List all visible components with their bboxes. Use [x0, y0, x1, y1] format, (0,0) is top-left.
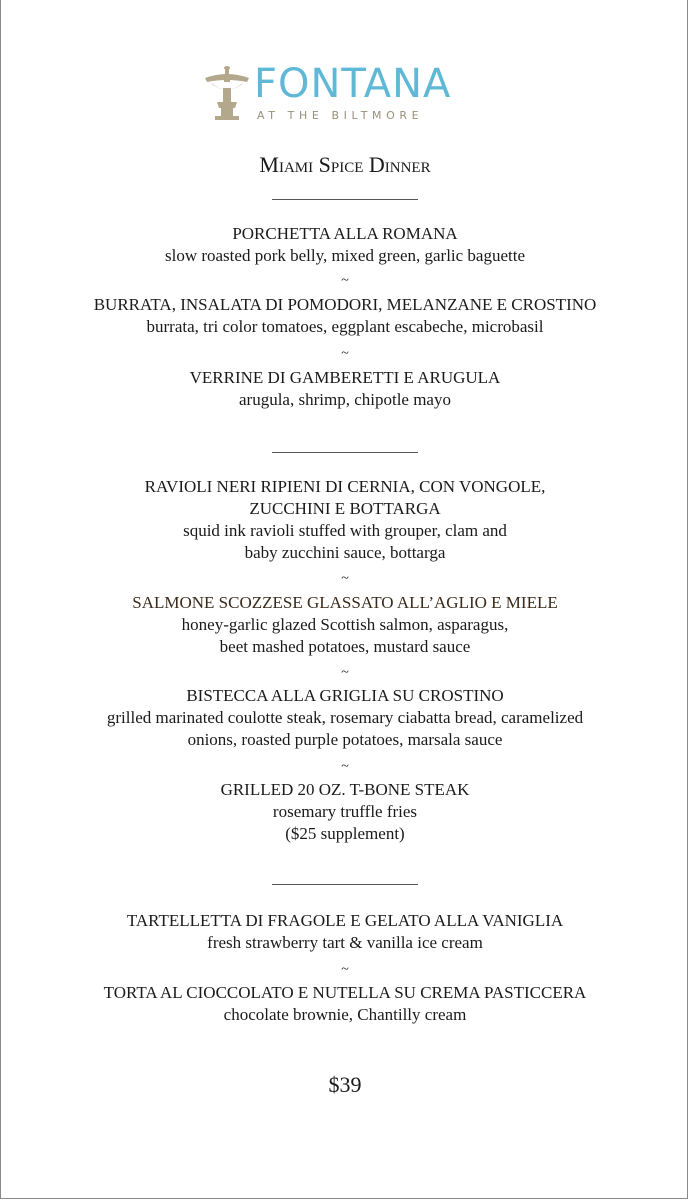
- dish-name: BURRATA, INSALATA DI POMODORI, MELANZANE E CROSTINO: [93, 295, 597, 314]
- logo-wordmark: FONTANA: [254, 61, 452, 107]
- dish-name-line1: RAVIOLI NERI RIPIENI DI CERNIA, CON VONGOLE,: [144, 477, 546, 496]
- dish-name: PORCHETTA ALLA ROMANA: [232, 224, 458, 243]
- dish-description: chocolate brownie, Chantilly cream: [223, 1005, 467, 1024]
- dish-description-line1: rosemary truffle fries: [272, 802, 418, 821]
- dish-description-line1: squid ink ravioli stuffed with grouper, clam and: [183, 521, 507, 540]
- dish-burrata: [1, 294, 688, 338]
- dish-name: GRILLED 20 OZ. T-BONE STEAK: [220, 780, 470, 799]
- dish-description: slow roasted pork belly, mixed green, garlic baguette: [164, 246, 526, 265]
- dish-name: TARTELLETTA DI FRAGOLE E GELATO ALLA VANIGLIA: [126, 911, 564, 930]
- dish-name: VERRINE DI GAMBERETTI E ARUGULA: [189, 368, 501, 387]
- dish-description-line2: baby zucchini sauce, bottarga: [244, 543, 446, 562]
- dish-tbone: [1, 779, 688, 845]
- dish-name-line2: ZUCCHINI E BOTTARGA: [249, 499, 441, 518]
- dish-description-line1: grilled marinated coulotte steak, rosemary ciabatta bread, caramelized: [106, 708, 584, 727]
- dish-bistecca: [1, 685, 688, 751]
- dish-separator: ~: [341, 962, 349, 977]
- logo-subtitle: AT THE BILTMORE: [257, 109, 424, 122]
- dish-ravioli: [1, 476, 688, 564]
- fountain-icon: [201, 66, 253, 122]
- section-divider: [272, 884, 418, 885]
- dish-description: fresh strawberry tart & vanilla ice cream: [207, 933, 483, 952]
- dish-torta: [1, 982, 688, 1026]
- dish-description-line2: ($25 supplement): [285, 824, 405, 843]
- dish-separator: ~: [341, 571, 349, 586]
- dish-separator: ~: [341, 273, 349, 288]
- dish-porchetta: [1, 223, 688, 267]
- section-divider: [272, 452, 418, 453]
- dish-separator: ~: [341, 759, 349, 774]
- dish-description-line2: beet mashed potatoes, mustard sauce: [219, 637, 471, 656]
- restaurant-logo: [201, 62, 491, 124]
- dish-description-line1: honey-garlic glazed Scottish salmon, asparagus,: [181, 615, 509, 634]
- dish-separator: ~: [341, 346, 349, 361]
- dish-salmone: [1, 592, 688, 658]
- dish-description-line2: onions, roasted purple potatoes, marsala sauce: [187, 730, 503, 749]
- dish-name: TORTA AL CIOCCOLATO E NUTELLA SU CREMA PASTICCERA: [103, 983, 587, 1002]
- dish-description: arugula, shrimp, chipotle mayo: [239, 390, 451, 409]
- dish-name: SALMONE SCOZZESE GLASSATO ALL’AGLIO E MIELE: [132, 593, 558, 612]
- section-divider: [272, 199, 418, 200]
- dish-description: burrata, tri color tomatoes, eggplant escabeche, microbasil: [146, 317, 544, 336]
- menu-title: Miami Spice Dinner: [259, 152, 431, 177]
- dish-name: BISTECCA ALLA GRIGLIA SU CROSTINO: [186, 686, 504, 705]
- dish-verrine: [1, 367, 688, 411]
- dish-tartelletta: [1, 910, 688, 954]
- dish-separator: ~: [341, 665, 349, 680]
- menu-price: $39: [328, 1072, 362, 1097]
